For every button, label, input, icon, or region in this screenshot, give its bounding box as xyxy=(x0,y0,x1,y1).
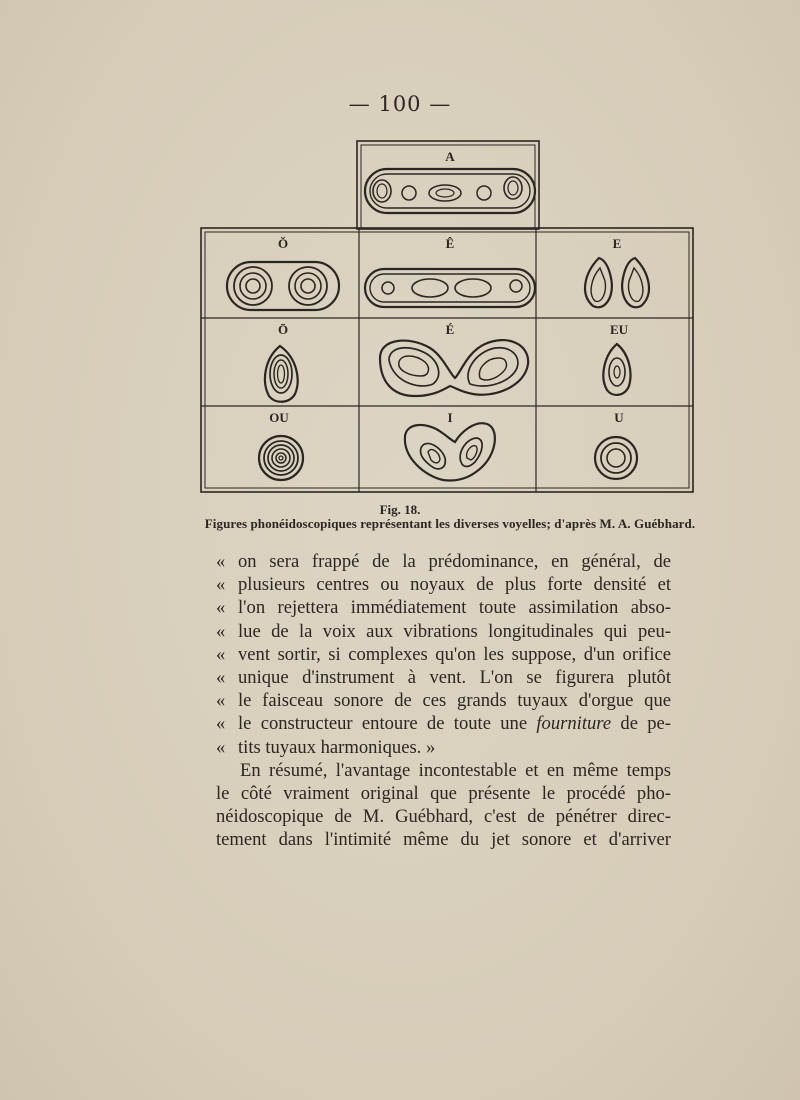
figure-number: Fig. 18. xyxy=(379,502,421,517)
label-e-circ: Ê xyxy=(445,236,455,251)
figure-e-acute xyxy=(380,340,528,396)
text-line: « lue de la voix aux vibrations longitudinales qui peu- xyxy=(216,620,671,642)
page-number: — 100 — xyxy=(348,92,452,116)
text-line: En résumé, l'avantage incontestable et en même temps xyxy=(240,759,671,781)
text-line: « le faisceau sonore de ces grands tuyaux d'orgue que xyxy=(216,690,671,712)
figure-e xyxy=(585,258,649,307)
label-eu: EU xyxy=(609,322,629,337)
text-line: « on sera frappé de la prédominance, en général, de xyxy=(216,551,671,572)
label-e: E xyxy=(612,236,622,251)
figure-o-breve xyxy=(227,262,339,310)
figure-a xyxy=(365,169,535,213)
label-ou: OU xyxy=(269,410,289,425)
figure-e-circ xyxy=(365,269,535,307)
text-line: « l'on rejettera immédiatement toute assimilation abso- xyxy=(216,597,671,619)
text-line: néidoscopique de M. Guébhard, c'est de pénétrer direc- xyxy=(216,806,671,828)
figure-u xyxy=(595,437,637,479)
text-line: « tits tuyaux harmoniques. » xyxy=(216,736,436,758)
text-line: « le constructeur entoure de toute une fourniture de pe- xyxy=(216,713,671,735)
label-o-breve: Ŏ xyxy=(277,236,289,251)
text-line: tement dans l'intimité même du jet sonore et d'arriver xyxy=(216,829,671,851)
figure-eu xyxy=(603,344,630,395)
text-line: « plusieurs centres ou noyaux de plus forte densité et xyxy=(216,574,671,596)
figure-caption: Figures phonéidoscopiques représentant les diverses voyelles; d'après M. A. Guébhard. xyxy=(204,516,696,531)
body-text xyxy=(216,550,671,851)
figure-ou xyxy=(259,436,303,480)
text-line: « unique d'instrument à vent. L'on se figurera plutôt xyxy=(216,666,671,688)
figure-i xyxy=(405,423,495,480)
figure-o-macron xyxy=(265,346,298,402)
label-u: U xyxy=(614,410,624,425)
label-o-macron: Ō xyxy=(277,322,289,337)
vowel-figure xyxy=(195,136,695,498)
text-line: le côté vraiment original que présente le procédé pho- xyxy=(216,782,671,804)
text-line: « vent sortir, si complexes qu'on les suppose, d'un orifice xyxy=(216,643,671,665)
label-e-acute: É xyxy=(445,322,455,337)
label-i: I xyxy=(447,410,453,425)
italic-word: fourniture xyxy=(536,713,612,735)
label-a: A xyxy=(445,149,455,164)
